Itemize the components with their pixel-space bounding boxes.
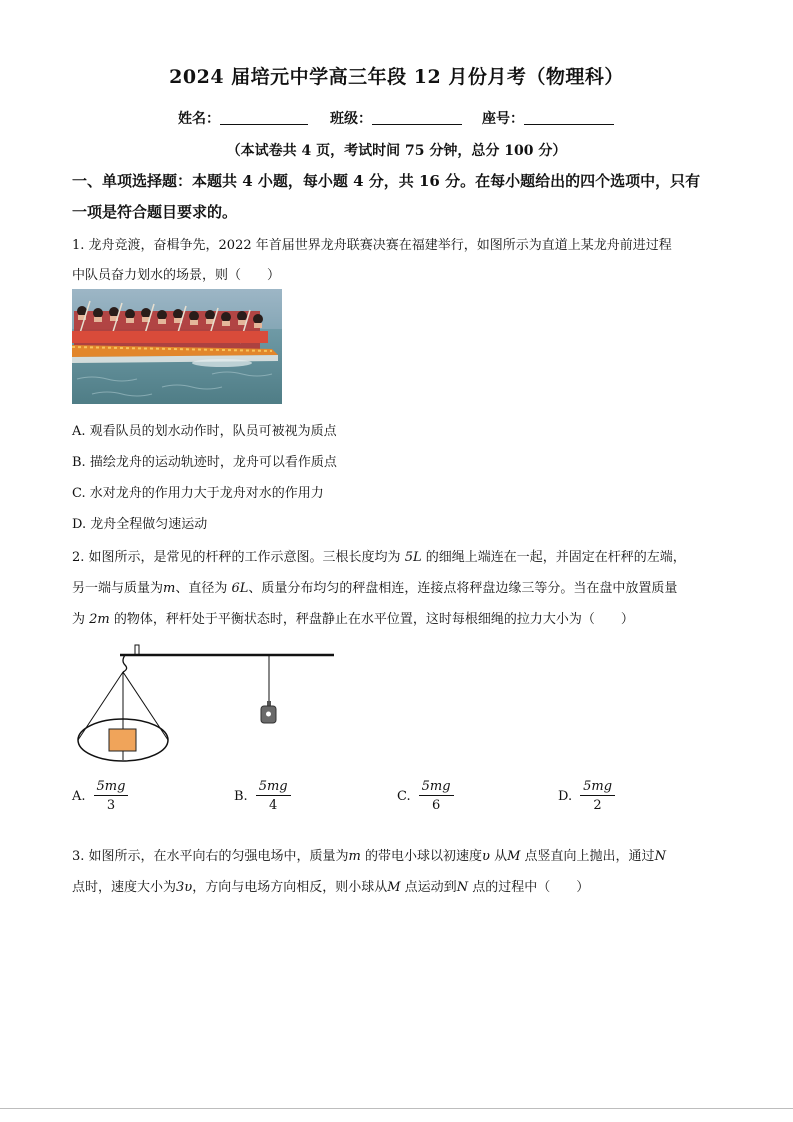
q1-option-d[interactable]: D. 龙舟全程做匀速运动 [72,517,208,532]
q2-choice-b[interactable] [234,778,291,814]
q2-choice-b-fraction [256,778,291,814]
steelyard-handle [135,645,139,655]
weighed-object [109,729,136,751]
q3-var-v: υ [482,849,490,864]
q2-line3-a: 为 [72,612,86,627]
q3-line2-b: ，方向与电场方向相反，则小球从 [192,880,388,895]
q2-var-2m: 2m [89,612,110,627]
q2-line2-c: 、质量分布均匀的秤盘相连，连接点将秤盘边缘三等分。当在盘中放置质量 [248,581,678,596]
q2-choice-a[interactable] [72,778,128,814]
q2-stem-line2 [72,577,677,596]
q2-choice-c-den: 6 [431,798,441,813]
q1-stem-line1: 1. 龙舟竞渡，奋楫争先，2022 年首届世界龙舟联赛决赛在福建举行，如图所示为直道上某龙舟前进过程 [72,238,672,253]
q3-line2-d: 点的过程中（ ） [472,880,590,895]
q3-var-M1: M [507,849,521,864]
exam-note: （本试卷共 4 页，考试时间 75 分钟，总分 100 分） [226,143,567,159]
q3-var-m: m [348,849,361,864]
q2-choice-d-label: D. [558,788,573,804]
q2-line1-a: 2. 如图所示，是常见的杆秤的工作示意图。三根长度均为 [72,550,401,565]
q3-line1-d: 点竖直向上抛出，通过 [524,849,655,864]
q2-stem-line1 [72,546,686,565]
seat-label: 座号： [482,111,524,127]
q2-choice-d-fraction [580,778,615,814]
dragon-boat-photo-svg [72,289,282,404]
q2-choice-d-num: 5mg [580,778,615,796]
name-field-group [178,108,308,128]
q3-line2-c: 点运动到 [404,880,457,895]
q3-line2-a: 点时，速度大小为 [72,880,177,895]
q3-var-N1: N [654,849,666,864]
q3-stem-line1 [72,845,666,864]
q2-choice-b-num: 5mg [256,778,291,796]
q2-line1-b: 的细绳上端连在一起，并固定在杆秤的左端， [425,550,686,565]
q3-stem-line2 [72,876,589,895]
q2-choice-a-num: 5mg [94,778,129,796]
q2-var-m: m [163,581,176,596]
q2-line3-b: 的物体，秤杆处于平衡状态时，秤盘静止在水平位置，这时每根细绳的拉力大小为（ ） [113,612,634,627]
section1-heading-line1: 一、单项选择题：本题共 4 小题，每小题 4 分，共 16 分。在每小题给出的四个选项中，只有 [72,172,701,190]
steelyard-diagram [72,642,342,767]
q2-line2-b: 、直径为 [175,581,228,596]
q1-option-a[interactable]: A. 观看队员的划水动作时，队员可被视为质点 [72,424,337,439]
q2-line2-a: 另一端与质量为 [72,581,164,596]
q2-choice-d-den: 2 [593,798,602,813]
steelyard-hook [123,655,127,672]
counterweight-top [267,701,271,706]
page-bottom-rule [0,1108,793,1109]
q1-stem-line2: 中队员奋力划水的场景，则（ ） [72,268,281,283]
q2-choice-c-num: 5mg [419,778,454,796]
q2-choice-a-fraction [94,778,129,814]
q2-choice-a-label: A. [72,788,86,804]
q2-var-6l: 6L [231,581,249,596]
dragon-boat-photo [72,289,282,404]
class-field-group [330,108,462,128]
q2-choice-a-den: 3 [106,798,116,813]
counterweight-dot [266,712,271,717]
section1-heading [72,166,722,228]
q3-line1-a: 3. 如图所示，在水平向右的匀强电场中，质量为 [72,849,349,864]
q3-var-N2: N [456,880,469,895]
q1-option-c[interactable]: C. 水对龙舟的作用力大于龙舟对水的作用力 [72,486,324,501]
q2-choice-c-fraction [419,778,454,814]
class-blank[interactable] [372,110,462,125]
seat-field-group [482,108,614,128]
q2-choice-d[interactable] [558,778,615,814]
q3-var-M2: M [387,880,401,895]
q2-choice-b-den: 4 [269,798,278,813]
q2-choice-c-label: C. [397,788,411,804]
seat-blank[interactable] [524,110,614,125]
q2-stem-line3 [72,608,634,627]
q2-var-5l: 5L [404,550,422,565]
q3-line1-b: 的带电小球以初速度 [365,849,483,864]
q1-option-b[interactable]: B. 描绘龙舟的运动轨迹时，龙舟可以看作质点 [72,455,337,470]
name-blank[interactable] [220,110,308,125]
q3-var-3v: 3υ [176,880,193,895]
class-label: 班级： [330,111,372,127]
section1-heading-line2: 一项是符合题目要求的。 [72,203,238,221]
q3-line1-c: 从 [494,849,508,864]
q2-choice-b-label: B. [234,788,248,804]
q2-choice-c[interactable] [397,778,454,814]
steelyard-diagram-svg [72,642,342,767]
exam-title: 2024 届培元中学高三年段 12 月份月考（物理科） [169,66,624,88]
name-label: 姓名： [178,111,220,127]
